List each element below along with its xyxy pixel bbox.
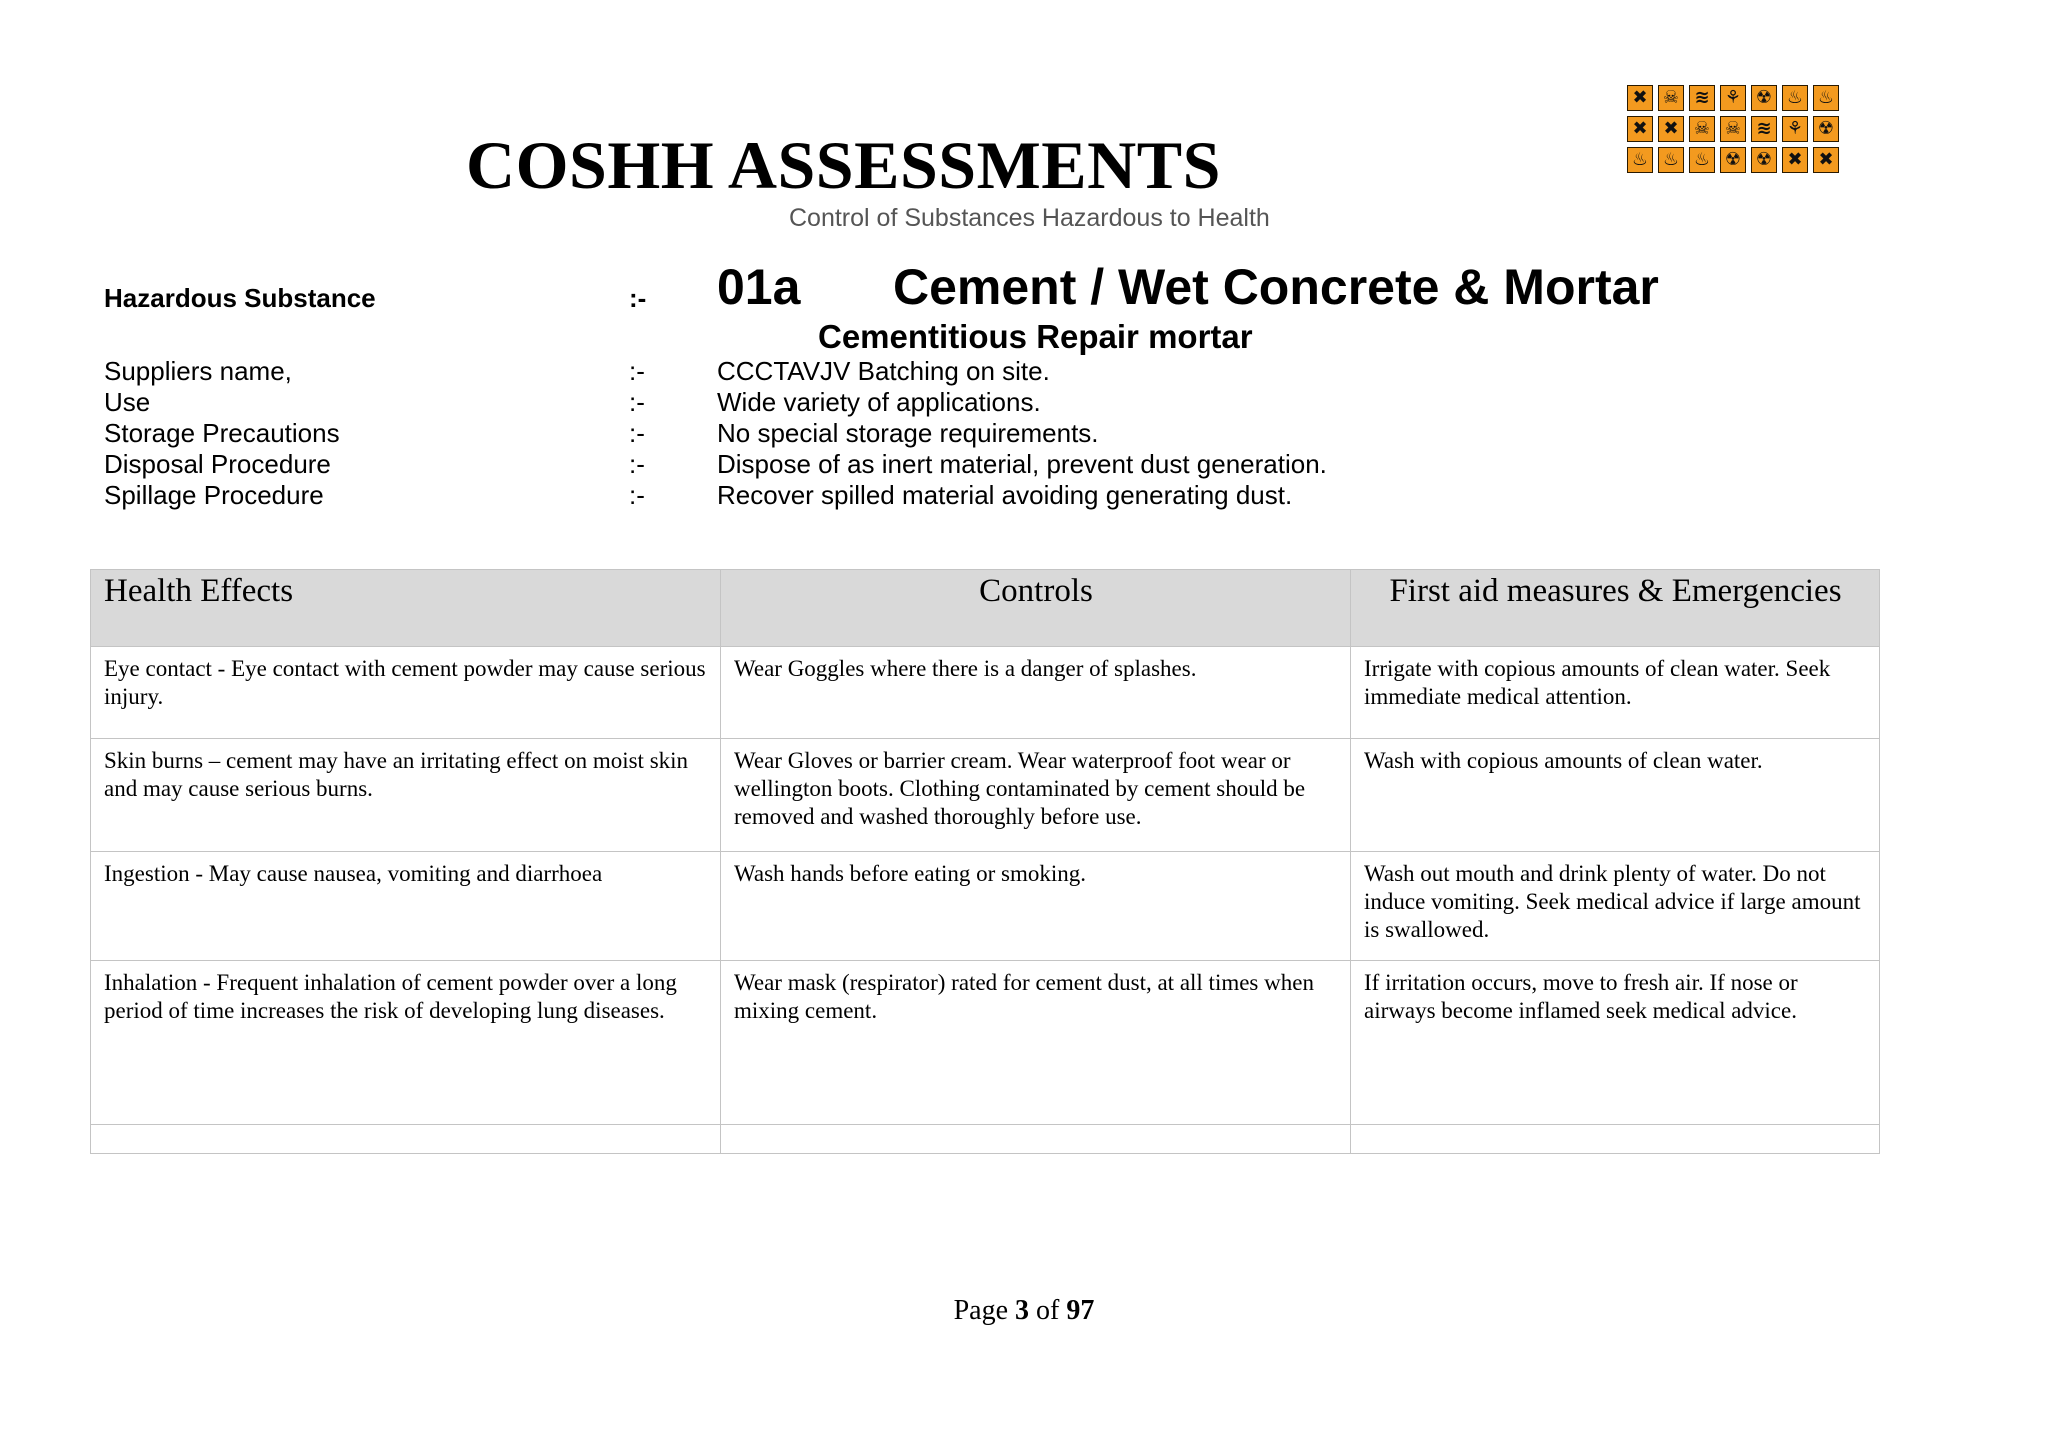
table-row [91, 647, 1880, 739]
table-cell-control: Wash hands before eating or smoking. [721, 852, 1351, 961]
info-value: Recover spilled material avoiding generating dust. [717, 480, 1293, 510]
hazard-corrosive-icon: ≋ [1689, 85, 1715, 111]
table-row [91, 961, 1880, 1125]
hazard-very-toxic-icon: ☠ [1720, 116, 1746, 142]
info-label: Use [104, 387, 151, 417]
table-cell-health-effect: Inhalation - Frequent inhalation of cement powder over a long period of time increases the risk of developing lung diseases. [91, 961, 721, 1125]
info-row-use [104, 387, 1704, 418]
table-cell-empty [1351, 1125, 1880, 1154]
coshh-table [90, 569, 1880, 1154]
info-label: Storage Precautions [104, 418, 340, 448]
table-cell-control: Wear Goggles where there is a danger of splashes. [721, 647, 1351, 739]
hazard-corrosive-icon: ≋ [1751, 116, 1777, 142]
info-label: Spillage Procedure [104, 480, 324, 510]
hazard-toxic-icon: ☠ [1658, 85, 1684, 111]
info-separator: :- [629, 387, 645, 417]
table-cell-first-aid: Wash out mouth and drink plenty of water. Do not induce vomiting. Seek medical advice if large amount is swallowed. [1351, 852, 1880, 961]
page-prefix: Page [953, 1295, 1009, 1326]
document-title: COSHH ASSESSMENTS [466, 127, 1221, 203]
document-subtitle: Control of Substances Hazardous to Health [789, 204, 1270, 232]
table-cell-health-effect: Skin burns – cement may have an irritating effect on moist skin and may cause serious burns. [91, 739, 721, 852]
table-row [91, 1125, 1880, 1154]
page-current: 3 [1015, 1295, 1030, 1326]
info-value: Wide variety of applications. [717, 387, 1041, 417]
substance-code: 01a [717, 259, 801, 315]
table-cell-control: Wear mask (respirator) rated for cement dust, at all times when mixing cement. [721, 961, 1351, 1125]
hazard-oxidising-icon: ♨ [1689, 147, 1715, 173]
hazard-harmful-icon: ✖ [1627, 116, 1653, 142]
page-number [0, 1295, 2048, 1327]
hazard-explosive-icon: ☢ [1751, 85, 1777, 111]
hazard-flammable-icon: ♨ [1658, 147, 1684, 173]
hazardous-substance-label: Hazardous Substance [104, 283, 376, 313]
page-total: 97 [1066, 1295, 1095, 1326]
info-row-supplier [104, 356, 1704, 387]
column-header-health-effects: Health Effects [91, 570, 721, 647]
hazard-harmful-icon: ✖ [1627, 85, 1653, 111]
hazard-biohazard-icon: ☢ [1720, 147, 1746, 173]
info-value: Dispose of as inert material, prevent dust generation. [717, 449, 1327, 479]
info-separator: :- [629, 480, 645, 510]
hazard-flammable-icon: ♨ [1627, 147, 1653, 173]
hazard-environment-icon: ⚘ [1782, 116, 1808, 142]
hazardous-substance-separator: :- [629, 283, 647, 313]
hazard-oxidising-icon: ♨ [1813, 85, 1839, 111]
table-cell-first-aid: Irrigate with copious amounts of clean water. Seek immediate medical attention. [1351, 647, 1880, 739]
info-separator: :- [629, 356, 645, 386]
table-cell-empty [721, 1125, 1351, 1154]
table-cell-first-aid: Wash with copious amounts of clean water. [1351, 739, 1880, 852]
table-header-row [91, 570, 1880, 647]
hazard-radiation-icon: ☢ [1751, 147, 1777, 173]
hazard-explosive-icon: ☢ [1813, 116, 1839, 142]
table-cell-health-effect: Eye contact - Eye contact with cement powder may cause serious injury. [91, 647, 721, 739]
table-cell-first-aid: If irritation occurs, move to fresh air. If nose or airways become inflamed seek medical advice. [1351, 961, 1880, 1125]
info-row-spillage [104, 480, 1704, 511]
info-value: CCCTAVJV Batching on site. [717, 356, 1050, 386]
hazard-toxic-icon: ☠ [1689, 116, 1715, 142]
substance-subname: Cementitious Repair mortar [818, 318, 1253, 355]
substance-name: Cement / Wet Concrete & Mortar [893, 259, 1659, 315]
column-header-first-aid: First aid measures & Emergencies [1351, 570, 1880, 647]
column-header-controls: Controls [721, 570, 1351, 647]
info-row-disposal [104, 449, 1704, 480]
info-value: No special storage requirements. [717, 418, 1099, 448]
table-cell-health-effect: Ingestion - May cause nausea, vomiting and diarrhoea [91, 852, 721, 961]
info-label: Disposal Procedure [104, 449, 331, 479]
info-separator: :- [629, 449, 645, 479]
info-separator: :- [629, 418, 645, 448]
hazard-irritant-icon: ✖ [1658, 116, 1684, 142]
hazard-irritant-icon: ✖ [1813, 147, 1839, 173]
hazard-symbols-grid [1627, 85, 1839, 173]
page-of: of [1036, 1295, 1060, 1326]
table-cell-empty [91, 1125, 721, 1154]
hazard-flammable-icon: ♨ [1782, 85, 1808, 111]
table-cell-control: Wear Gloves or barrier cream. Wear waterproof foot wear or wellington boots. Clothing contaminated by cement should be removed and washed thoroughly before use. [721, 739, 1351, 852]
info-label: Suppliers name, [104, 356, 292, 386]
table-row [91, 739, 1880, 852]
hazard-harmful-icon: ✖ [1782, 147, 1808, 173]
info-row-storage [104, 418, 1704, 449]
table-row [91, 852, 1880, 961]
hazard-environment-icon: ⚘ [1720, 85, 1746, 111]
